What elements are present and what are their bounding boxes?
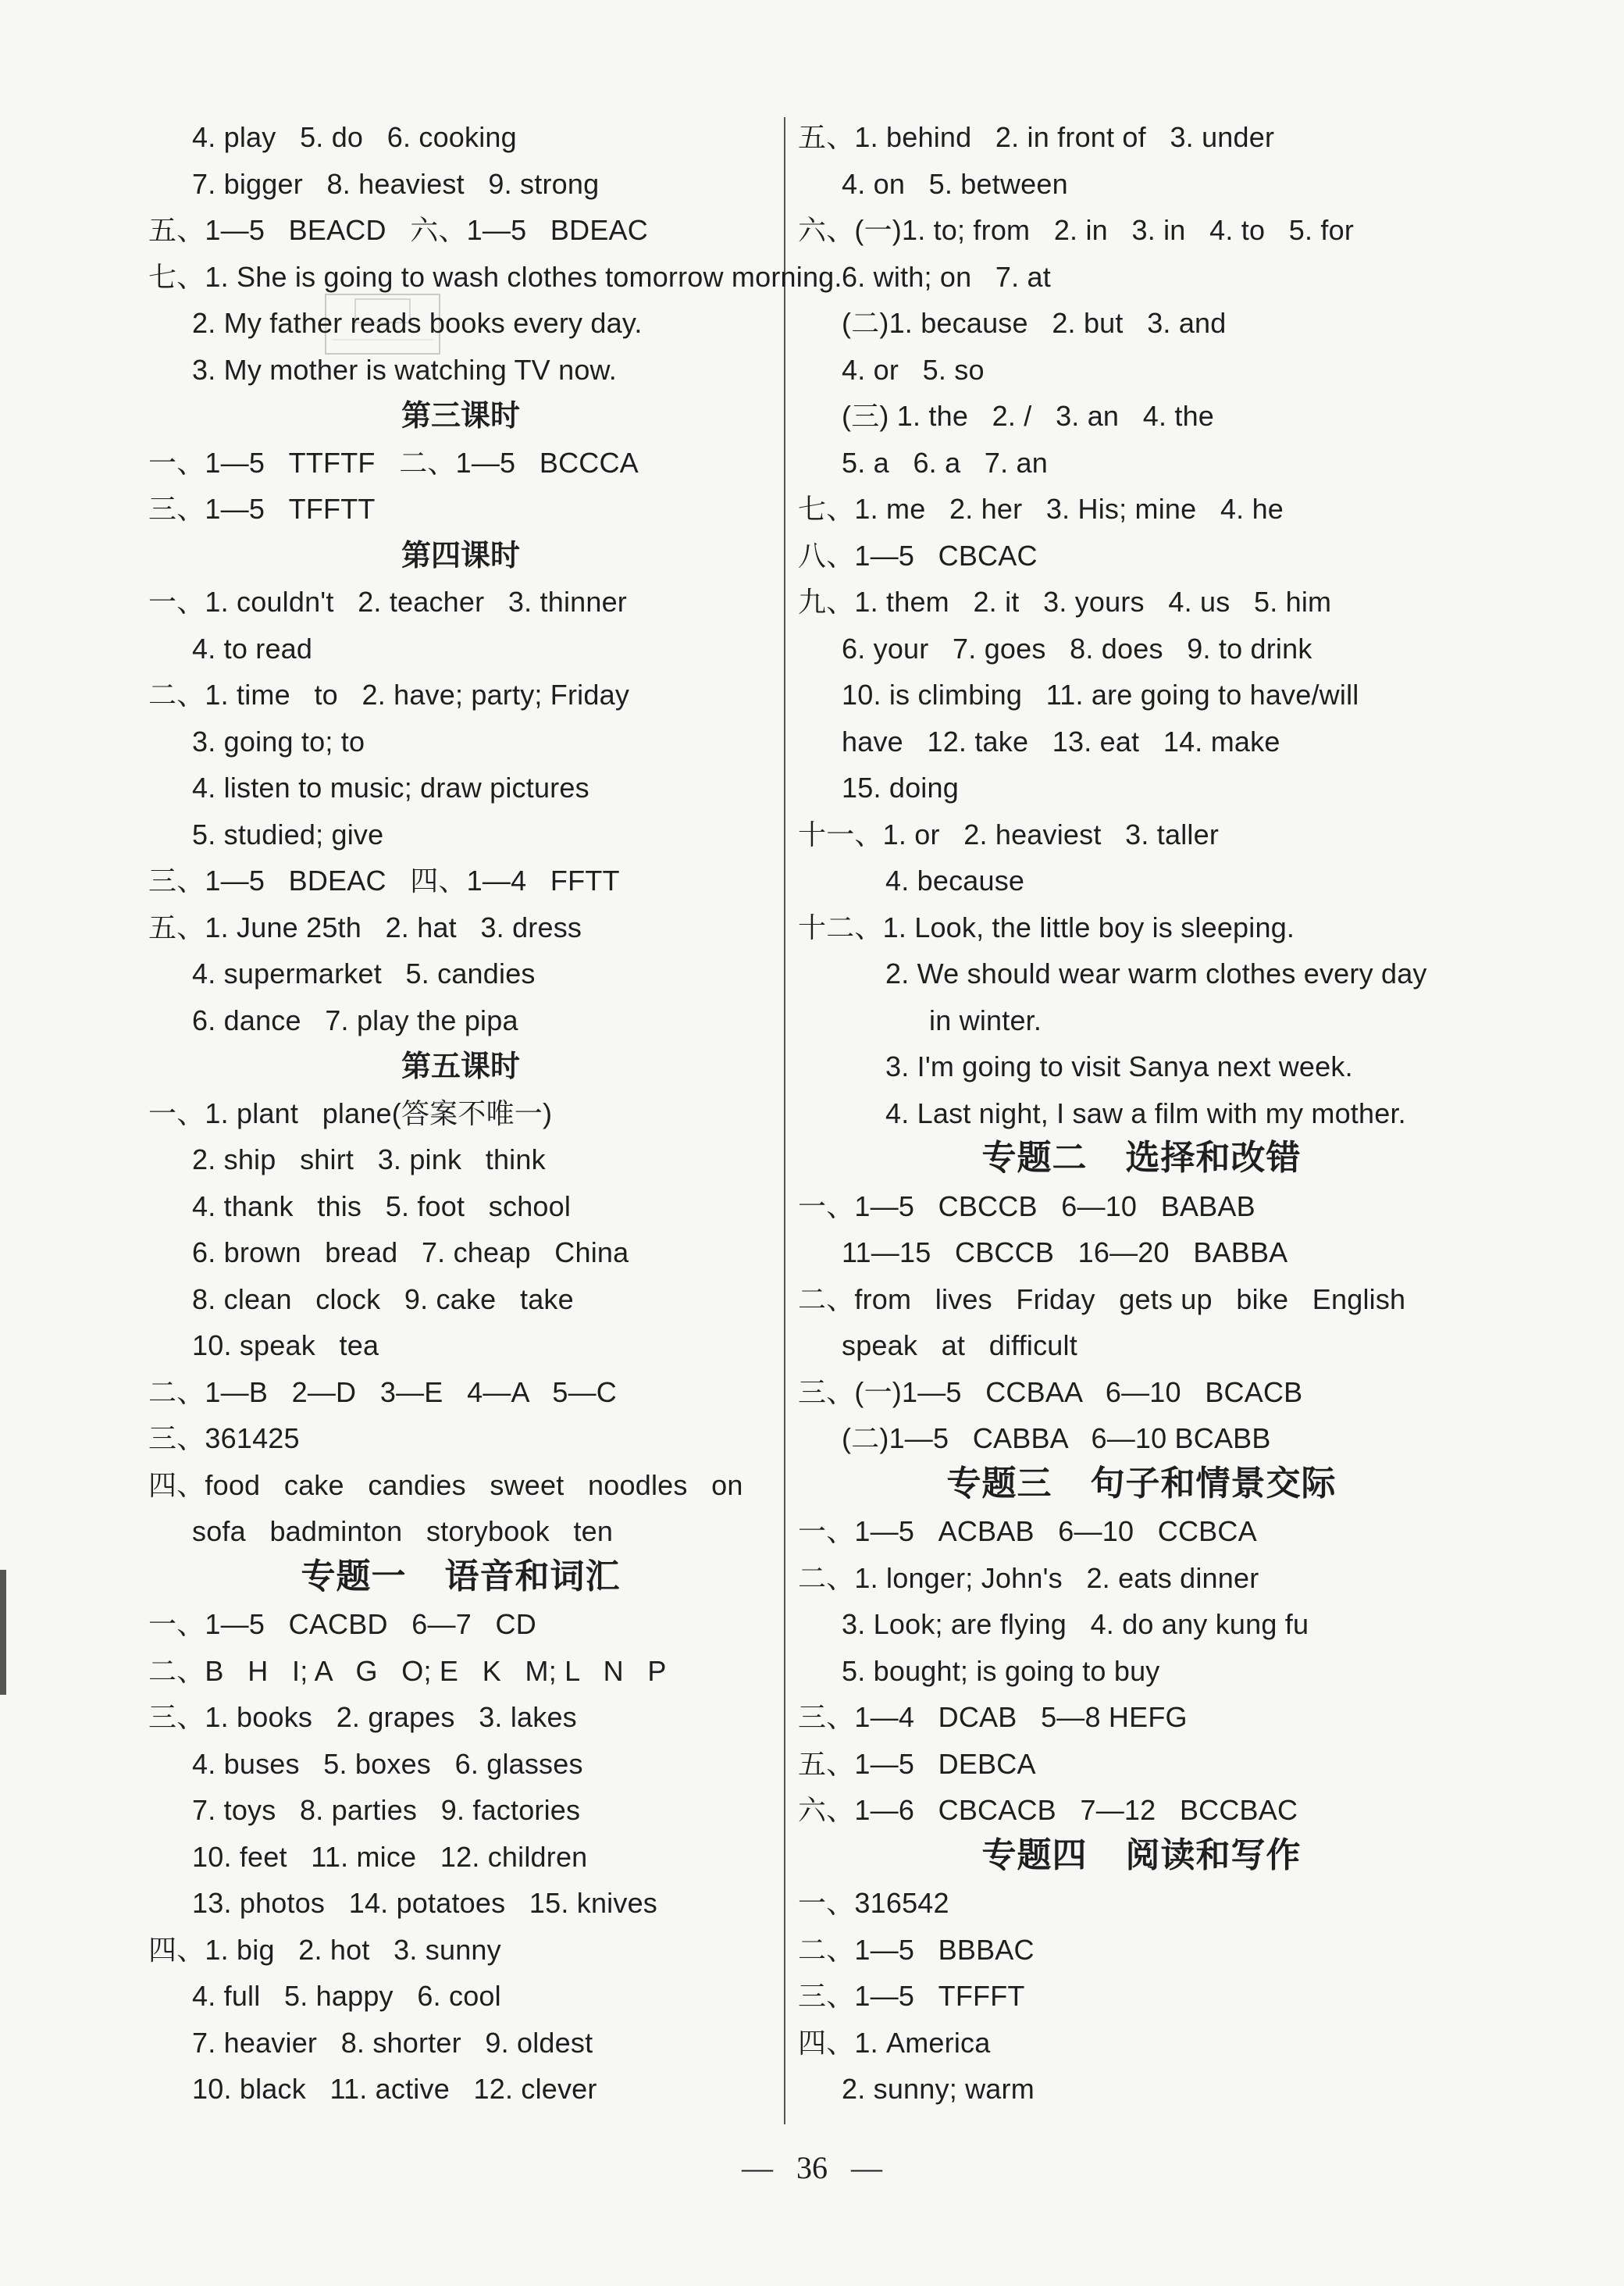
answer-line: 三、1—5 BDEAC 四、1—4 FFTT — [148, 865, 620, 897]
answer-line: 三、1—5 TFFTT — [148, 493, 376, 525]
answer-line: 五、1—5 BEACD 六、1—5 BDEAC — [148, 214, 648, 246]
binding-edge-mark — [0, 1570, 6, 1695]
answer-line: 二、1—5 BBBAC — [798, 1933, 1035, 1966]
topic-heading: 专题一 语音和词汇 — [301, 1556, 621, 1596]
topic-heading: 专题三 句子和情景交际 — [946, 1463, 1337, 1503]
answer-line: speak at difficult — [842, 1329, 1077, 1361]
answer-line: (二)1. because 2. but 3. and — [842, 307, 1227, 339]
answer-line: 七、1. She is going to wash clothes tomorrow morning. — [148, 260, 842, 293]
answer-line: 10. is climbing 11. are going to have/will — [842, 679, 1359, 711]
answer-line: 7. bigger 8. heaviest 9. strong — [192, 167, 600, 200]
topic-heading: 专题四 阅读和写作 — [981, 1835, 1302, 1875]
answer-line: 8. clean clock 9. cake take — [192, 1282, 574, 1315]
answer-line: 二、B H I; A G O; E K M; L N P — [148, 1654, 667, 1687]
answer-line: 4. Last night, I saw a film with my mother. — [885, 1097, 1406, 1129]
answer-line: 二、1. longer; John's 2. eats dinner — [798, 1561, 1259, 1594]
answer-line: 一、1—5 CBCCB 6—10 BABAB — [798, 1189, 1255, 1222]
answer-line: 4. or 5. so — [842, 353, 985, 386]
answer-line: 二、1. time to 2. have; party; Friday — [148, 679, 630, 711]
answer-line: 15. doing — [842, 772, 959, 804]
answer-line: 三、(一)1—5 CCBAA 6—10 BCACB — [798, 1375, 1303, 1408]
lesson-heading: 第五课时 — [401, 1049, 520, 1083]
answer-line: 十二、1. Look, the little boy is sleeping. — [798, 911, 1295, 943]
lesson-heading: 第三课时 — [401, 398, 520, 433]
answer-line: 10. black 11. active 12. clever — [192, 2073, 597, 2105]
answer-line: have 12. take 13. eat 14. make — [842, 725, 1280, 758]
answer-line: 一、1—5 CACBD 6—7 CD — [148, 1608, 536, 1640]
answer-line: 4. full 5. happy 6. cool — [192, 1980, 501, 2012]
answer-line: in winter. — [929, 1004, 1042, 1036]
answer-line: 6. your 7. goes 8. does 9. to drink — [842, 632, 1312, 665]
answer-line: 4. because — [885, 865, 1025, 897]
answer-line: 一、1. plant plane(答案不唯一) — [148, 1097, 553, 1129]
answer-line: 13. photos 14. potatoes 15. knives — [192, 1887, 657, 1919]
answer-line: 五、1—5 DEBCA — [798, 1747, 1036, 1780]
answer-line: 4. to read — [192, 632, 313, 665]
answer-line: 一、316542 — [798, 1887, 949, 1919]
answer-line: 九、1. them 2. it 3. yours 4. us 5. him — [798, 586, 1332, 618]
answer-line: 2. My father reads books every day. — [192, 307, 643, 339]
answer-line: 7. heavier 8. shorter 9. oldest — [192, 2026, 593, 2059]
answer-line: 四、1. America — [798, 2026, 991, 2059]
column-divider — [784, 117, 785, 2124]
answer-line: 4. thank this 5. foot school — [192, 1189, 572, 1222]
answer-line: 八、1—5 CBCAC — [798, 539, 1038, 572]
page-number: — 36 — — [742, 2150, 882, 2185]
topic-heading: 专题二 选择和改错 — [981, 1138, 1302, 1178]
answer-line: 6. brown bread 7. cheap China — [192, 1236, 629, 1268]
answer-line: 六、(一)1. to; from 2. in 3. in 4. to 5. for — [798, 214, 1355, 246]
answer-line: 二、1—B 2—D 3—E 4—A 5—C — [148, 1375, 617, 1408]
answer-line: 十一、1. or 2. heaviest 3. taller — [798, 818, 1220, 851]
answer-line: 11—15 CBCCB 16—20 BABBA — [842, 1236, 1288, 1268]
answer-line: 五、1. behind 2. in front of 3. under — [798, 121, 1275, 153]
answer-line: 三、1—5 TFFFT — [798, 1980, 1025, 2012]
answer-line: 4. play 5. do 6. cooking — [192, 121, 517, 153]
lesson-heading: 第四课时 — [401, 537, 520, 572]
answer-line: 二、from lives Friday gets up bike English — [798, 1282, 1406, 1315]
answer-line: 4. buses 5. boxes 6. glasses — [192, 1747, 583, 1780]
answer-line: 4. supermarket 5. candies — [192, 958, 536, 990]
answer-line: (三) 1. the 2. / 3. an 4. the — [842, 400, 1215, 432]
answer-line: 10. speak tea — [192, 1329, 379, 1361]
answer-line: 2. sunny; warm — [842, 2073, 1035, 2105]
answer-line: 四、food cake candies sweet noodles on — [148, 1468, 743, 1501]
answer-line: 三、361425 — [148, 1422, 300, 1454]
answer-line: 5. studied; give — [192, 818, 384, 851]
answer-line: 三、1. books 2. grapes 3. lakes — [148, 1701, 577, 1733]
answer-line: 3. going to; to — [192, 725, 365, 758]
answer-line: (二)1—5 CABBA 6—10 BCABB — [842, 1422, 1271, 1454]
answer-line: 三、1—4 DCAB 5—8 HEFG — [798, 1701, 1188, 1733]
answer-line: 10. feet 11. mice 12. children — [192, 1840, 588, 1873]
answer-line: 五、1. June 25th 2. hat 3. dress — [148, 911, 582, 943]
answer-line: 5. bought; is going to buy — [842, 1654, 1160, 1687]
answer-line: 4. on 5. between — [842, 167, 1068, 200]
answer-line: 一、1—5 ACBAB 6—10 CCBCA — [798, 1515, 1257, 1547]
answer-line: 2. We should wear warm clothes every day — [885, 958, 1427, 990]
answer-line: 3. Look; are flying 4. do any kung fu — [842, 1608, 1309, 1640]
answer-line: 六、1—6 CBCACB 7—12 BCCBAC — [798, 1794, 1298, 1826]
answer-line: 一、1—5 TTFTF 二、1—5 BCCCA — [148, 446, 639, 479]
answer-line: 四、1. big 2. hot 3. sunny — [148, 1933, 501, 1966]
answer-line: 6. dance 7. play the pipa — [192, 1004, 518, 1036]
answer-line: 7. toys 8. parties 9. factories — [192, 1794, 581, 1826]
answer-line: 2. ship shirt 3. pink think — [192, 1143, 546, 1175]
answer-line: 3. My mother is watching TV now. — [192, 353, 617, 386]
answer-line: 5. a 6. a 7. an — [842, 446, 1048, 479]
answer-line: 3. I'm going to visit Sanya next week. — [885, 1050, 1353, 1082]
answer-line: 4. listen to music; draw pictures — [192, 772, 589, 804]
answer-line: 6. with; on 7. at — [842, 260, 1051, 293]
answer-line: sofa badminton storybook ten — [192, 1515, 614, 1547]
answer-line: 七、1. me 2. her 3. His; mine 4. he — [798, 493, 1284, 525]
answer-line: 一、1. couldn't 2. teacher 3. thinner — [148, 586, 627, 618]
